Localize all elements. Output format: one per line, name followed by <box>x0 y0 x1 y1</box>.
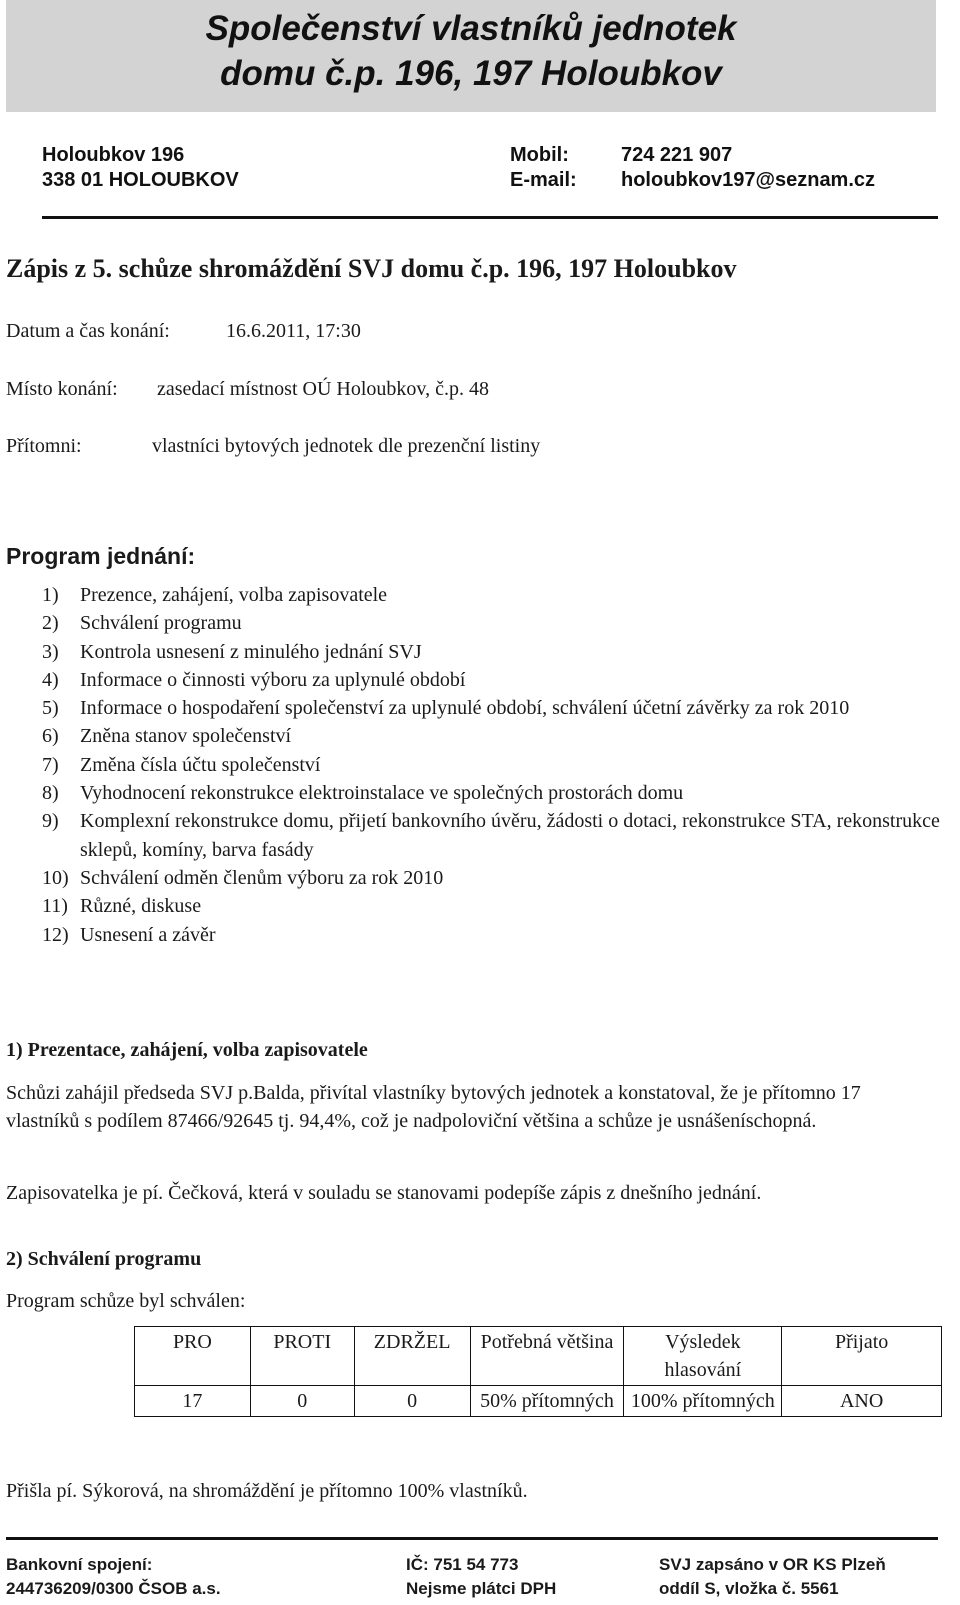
agenda-item-number: 6) <box>42 725 59 748</box>
agenda-item-text: Schválení odměn členům výboru za rok 2010 <box>80 866 444 889</box>
vote-table <box>134 1326 942 1417</box>
vote-table-row <box>135 1386 942 1417</box>
program-heading: Program jednání: <box>6 543 196 569</box>
section2-note: Přišla pí. Sýkorová, na shromáždění je přítomno 100% vlastníků. <box>6 1480 528 1502</box>
organization-banner <box>6 0 936 112</box>
present-label: Přítomni: <box>6 435 82 457</box>
agenda-item-number: 3) <box>42 640 59 663</box>
place-label: Místo konání: <box>6 378 118 400</box>
email-label: E-mail: <box>510 169 577 191</box>
agenda-item <box>42 609 942 637</box>
footer-bank <box>6 1553 221 1601</box>
agenda-item-number: 2) <box>42 612 59 635</box>
section1-paragraph2: Zapisovatelka je pí. Čečková, která v souladu se stanovami podepíše zápis z dnešního jednání. <box>6 1182 762 1204</box>
agenda-item-text: Schválení programu <box>80 612 242 635</box>
cell-zdrzel: 0 <box>354 1386 470 1417</box>
agenda-item <box>42 921 942 949</box>
register-line1: SVJ zapsáno v OR KS Plzeň <box>659 1555 886 1574</box>
agenda-list <box>42 581 942 949</box>
header-accepted: Přijato <box>782 1327 942 1386</box>
place-value: zasedací místnost OÚ Holoubkov, č.p. 48 <box>157 378 489 400</box>
organization-name-line1: Společenství vlastníků jednotek <box>205 9 737 48</box>
agenda-item-number: 1) <box>42 584 59 606</box>
email-value: holoubkov197@seznam.cz <box>621 169 876 191</box>
mobile-value: 724 221 907 <box>621 144 733 166</box>
agenda-item-text: Různé, diskuse <box>80 895 202 918</box>
header-divider <box>42 216 938 219</box>
agenda-item <box>42 581 942 609</box>
header-proti: PROTI <box>250 1327 354 1386</box>
agenda-item-text: Kontrola usnesení z minulého jednání SVJ <box>80 640 422 663</box>
cell-proti: 0 <box>250 1386 354 1417</box>
agenda-item-number: 5) <box>42 697 59 720</box>
agenda-item <box>42 666 942 694</box>
present-value: vlastníci bytových jednotek dle prezenční listiny <box>152 435 541 457</box>
agenda-item-text: Prezence, zahájení, volba zapisovatele <box>80 584 388 606</box>
header-zdrzel: ZDRŽEL <box>354 1327 470 1386</box>
date-value: 16.6.2011, 17:30 <box>226 320 361 342</box>
header-vote-result: Výsledek hlasování <box>624 1327 782 1386</box>
agenda-item-text: Usnesení a závěr <box>80 923 216 946</box>
cell-vote-result: 100% přítomných <box>624 1386 782 1417</box>
agenda-item-number: 12) <box>42 923 69 946</box>
mobile-label: Mobil: <box>510 144 569 166</box>
agenda-item-text: Informace o hospodaření společenství za uplynulé období, schválení účetní závěrky za rok 2010 <box>80 697 850 720</box>
agenda-item-number: 4) <box>42 668 59 691</box>
cell-pro: 17 <box>135 1386 251 1417</box>
agenda-item <box>42 779 942 807</box>
vat-status: Nejsme plátci DPH <box>406 1579 557 1598</box>
cell-required-majority: 50% přítomných <box>470 1386 624 1417</box>
minutes-title: Zápis z 5. schůze shromáždění SVJ domu č.p. 196, 197 Holoubkov <box>6 254 737 283</box>
ic-number: IČ: 751 54 773 <box>406 1555 519 1574</box>
footer-register <box>659 1553 886 1601</box>
address-line2: 338 01 HOLOUBKOV <box>42 169 239 191</box>
section2-intro: Program schůze byl schválen: <box>6 1290 246 1312</box>
vote-table-header-row <box>135 1327 942 1386</box>
agenda-item <box>42 694 942 722</box>
header-pro: PRO <box>135 1327 251 1386</box>
agenda-item <box>42 722 942 750</box>
agenda-item-text: Zněna stanov společenství <box>80 725 292 748</box>
agenda-item-number: 10) <box>42 866 69 889</box>
organization-name-line2: domu č.p. 196, 197 Holoubkov <box>220 54 722 93</box>
cell-accepted: ANO <box>782 1386 942 1417</box>
contact-values <box>621 143 875 193</box>
agenda-item <box>42 751 942 779</box>
agenda-item-text: Vyhodnocení rekonstrukce elektroinstalace ve společných prostorách domu <box>80 782 684 805</box>
contact-labels <box>510 143 577 193</box>
agenda-item-text: Komplexní rekonstrukce domu, přijetí bankovního úvěru, žádosti o dotaci, rekonstrukce STA, rekonstrukce sklepů, komíny, barva fasády <box>80 810 940 861</box>
agenda-item-number: 11) <box>42 895 68 918</box>
agenda-item-text: Změna čísla účtu společenství <box>80 753 321 776</box>
date-label: Datum a čas konání: <box>6 320 170 342</box>
header-required-majority: Potřebná většina <box>470 1327 624 1386</box>
agenda-item <box>42 864 942 892</box>
address-line1: Holoubkov 196 <box>42 144 185 166</box>
section2-heading: 2) Schválení programu <box>6 1248 202 1270</box>
footer-ids <box>406 1553 556 1601</box>
register-line2: oddíl S, vložka č. 5561 <box>659 1579 839 1598</box>
address-block <box>42 143 239 193</box>
footer-divider <box>6 1537 938 1540</box>
agenda-item <box>42 807 942 864</box>
agenda-item-number: 8) <box>42 782 59 805</box>
section1-heading: 1) Prezentace, zahájení, volba zapisovatele <box>6 1039 368 1061</box>
agenda-item <box>42 892 942 920</box>
section1-paragraph1: Schůzi zahájil předseda SVJ p.Balda, přivítal vlastníky bytových jednotek a konstatoval, že je přítomno 17 vlastníků s podílem 87466/92645 tj. 94,4%, což je nadpoloviční většina a schůze je usnášeníschopná. <box>6 1082 861 1133</box>
bank-value: 244736209/0300 ČSOB a.s. <box>6 1579 221 1598</box>
agenda-item-number: 9) <box>42 810 59 833</box>
agenda-item-number: 7) <box>42 753 59 776</box>
agenda-item <box>42 638 942 666</box>
bank-label: Bankovní spojení: <box>6 1555 153 1574</box>
agenda-item-text: Informace o činnosti výboru za uplynulé období <box>80 668 466 691</box>
